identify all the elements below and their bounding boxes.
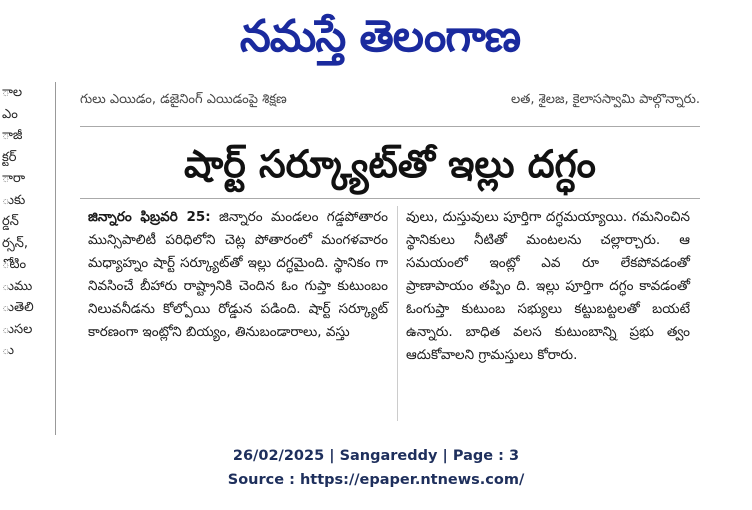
fragment-line: ాజీ — [2, 128, 23, 143]
fragment-line: ోటిం — [2, 257, 27, 272]
fragment-line: ుతెలి — [2, 300, 34, 315]
fragment-line: ుకు — [2, 192, 26, 208]
fragment-line: ారా — [2, 171, 26, 186]
headline-rule — [80, 198, 700, 199]
fragment-line: క్టర్ — [2, 149, 17, 165]
column-1-text: జిన్నారం మండలం గడ్డపోతారం మున్సిపాలిటీ పరిధిలోని చెట్ల పోతారంలో మంగళవారం మధ్యాహ్నం షార్ట్ సర్క్యూట్‌తో ఇల్లు దగ్ధమైంది. స్థానికం గా నివసించే బీహారు రాష్ట్రానికి చెందిన ఓం గుప్తా కుటుంబం నిలువనీడను కోల్పోయి రోడ్డున పడింది. షార్ట్ సర్క్యూట్ కారణంగా ఇంట్లోని బియ్యం, తినుబండారాలు, వస్తు — [88, 209, 388, 340]
article-column-1 — [88, 206, 388, 431]
adjacent-column-fragment — [0, 82, 34, 435]
column-2-text: వులు, దుస్తువులు పూర్తిగా దగ్ధమయ్యాయి. గమనించిన స్థానికులు నీటితో మంటలను చల్లార్చారు. ఆ సమయంలో ఇంట్లో ఎవ రూ లేకపోవడంతో ప్రాణాపాయం తప్పిం ది. ఇల్లు పూర్తిగా దగ్ధం కావడంతో ఓంగుప్తా కుటుంబ సభ్యులు కట్టుబట్టలతో బయటే ఉన్నారు. బాధిత వలస కుటుంబాన్ని ప్రభు త్వం ఆదుకోవాలని గ్రామస్తులు కోరారు. — [406, 209, 690, 363]
fragment-line: ర్డన్ — [2, 214, 19, 229]
clipping-source-url: Source : https://epaper.ntnews.com/ — [227, 472, 525, 488]
fragment-line: ు — [2, 343, 15, 358]
clipping-date-edition-page: 26/02/2025 | Sangareddy | Page : 3 — [232, 448, 520, 464]
column-divider — [55, 82, 56, 435]
fragment-line: ర్సన్, — [2, 235, 28, 251]
article-headline: షార్ట్ సర్క్యూట్‌తో ఇల్లు దగ్ధం — [184, 142, 596, 186]
top-rule — [80, 126, 700, 127]
prev-caption-right: లత, శైలజ, కైలాసస్వామి పాల్గొన్నారు. — [511, 92, 700, 107]
previous-article-caption — [80, 92, 700, 120]
article-column-2 — [406, 206, 690, 431]
prev-caption-left: గులు ఎయిడం, డజైనింగ్ ఎయిడంపై శిక్షణ — [80, 92, 287, 107]
fragment-line: ుము — [2, 278, 33, 294]
body-column-divider — [397, 206, 398, 421]
fragment-line: ాల — [2, 85, 23, 100]
article-clipping — [0, 82, 700, 435]
fragment-line: ఎం — [2, 106, 18, 122]
article-dateline: జిన్నారం ఫిబ్రవరి 25: — [88, 209, 211, 225]
newspaper-masthead: నమస్తే తెలంగాణ — [239, 11, 521, 62]
fragment-line: ుసల — [2, 321, 33, 337]
